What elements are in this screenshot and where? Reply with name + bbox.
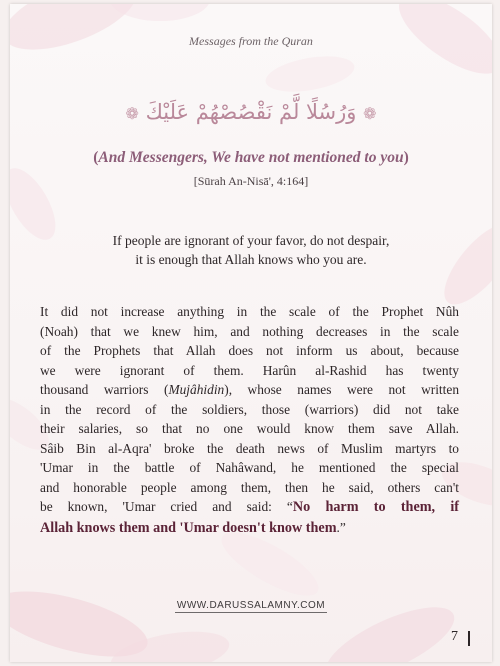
running-header: Messages from the Quran bbox=[189, 34, 313, 48]
body-line bbox=[40, 518, 459, 539]
body-paragraph bbox=[40, 302, 459, 538]
page-number: 7 bbox=[451, 629, 458, 644]
body-line bbox=[40, 497, 459, 518]
book-page bbox=[10, 4, 492, 662]
page-number-bar bbox=[468, 631, 470, 646]
emphasis-text: No harm to them, if bbox=[292, 499, 460, 515]
ornament-right-icon: ❁ bbox=[363, 104, 377, 123]
body-line: their salaries, so that no one would know them save Allah. bbox=[40, 421, 459, 436]
emphasis-text: Allah knows them and 'Umar doesn't know them bbox=[40, 519, 337, 536]
publisher-url-link[interactable]: WWW.DARUSSALAMNY.COM bbox=[176, 600, 326, 611]
body-text-fragment: .” bbox=[336, 519, 346, 535]
body-line: (Noah) that we knew him, and nothing decreases in the scale bbox=[40, 323, 459, 339]
body-line: 'Umar in the battle of Nahâwand, he mentioned the special bbox=[40, 460, 459, 475]
translation-text: And Messengers, We have not mentioned to you bbox=[98, 149, 404, 166]
translation-close-paren: ) bbox=[403, 149, 409, 166]
body-text-fragment: be known, 'Umar cried and said: “ bbox=[40, 499, 293, 514]
body-line: It did not increase anything in the scale of the Prophet Nûh bbox=[40, 304, 459, 319]
italic-term: Mujâhidin bbox=[168, 382, 225, 397]
body-line: Sâib Bin al-Aqra' broke the death news of Muslim martyrs to bbox=[40, 440, 459, 456]
body-line bbox=[40, 380, 459, 400]
verse-translation bbox=[10, 149, 492, 167]
quote-block bbox=[10, 231, 492, 269]
body-line: of the Prophets that Allah does not inform us about, because bbox=[40, 343, 459, 358]
quote-line-2: it is enough that Allah knows who you are. bbox=[135, 252, 367, 267]
body-text-fragment: thousand warriors ( bbox=[40, 382, 169, 397]
body-text-fragment: ), whose names were not written bbox=[224, 382, 460, 397]
quote-line-1: If people are ignorant of your favor, do not despair, bbox=[112, 233, 390, 248]
body-line: and honorable people among them, then he said, others can't bbox=[40, 479, 459, 495]
arabic-verse-text: وَرُسُلًا لَّمْ نَقْصُصْهُمْ عَلَيْكَ bbox=[145, 100, 357, 124]
body-line: we were ignorant of them. Harûn al-Rashid has twenty bbox=[40, 362, 459, 378]
verse-reference: [Sūrah An-Nisā', 4:164] bbox=[193, 174, 309, 188]
ornament-left-icon: ❁ bbox=[125, 104, 139, 123]
arabic-verse bbox=[10, 100, 492, 124]
translation-open-paren: ( bbox=[93, 149, 99, 166]
publisher-url[interactable] bbox=[10, 600, 492, 611]
body-line: in the record of the soldiers, those (warriors) did not take bbox=[40, 401, 459, 417]
